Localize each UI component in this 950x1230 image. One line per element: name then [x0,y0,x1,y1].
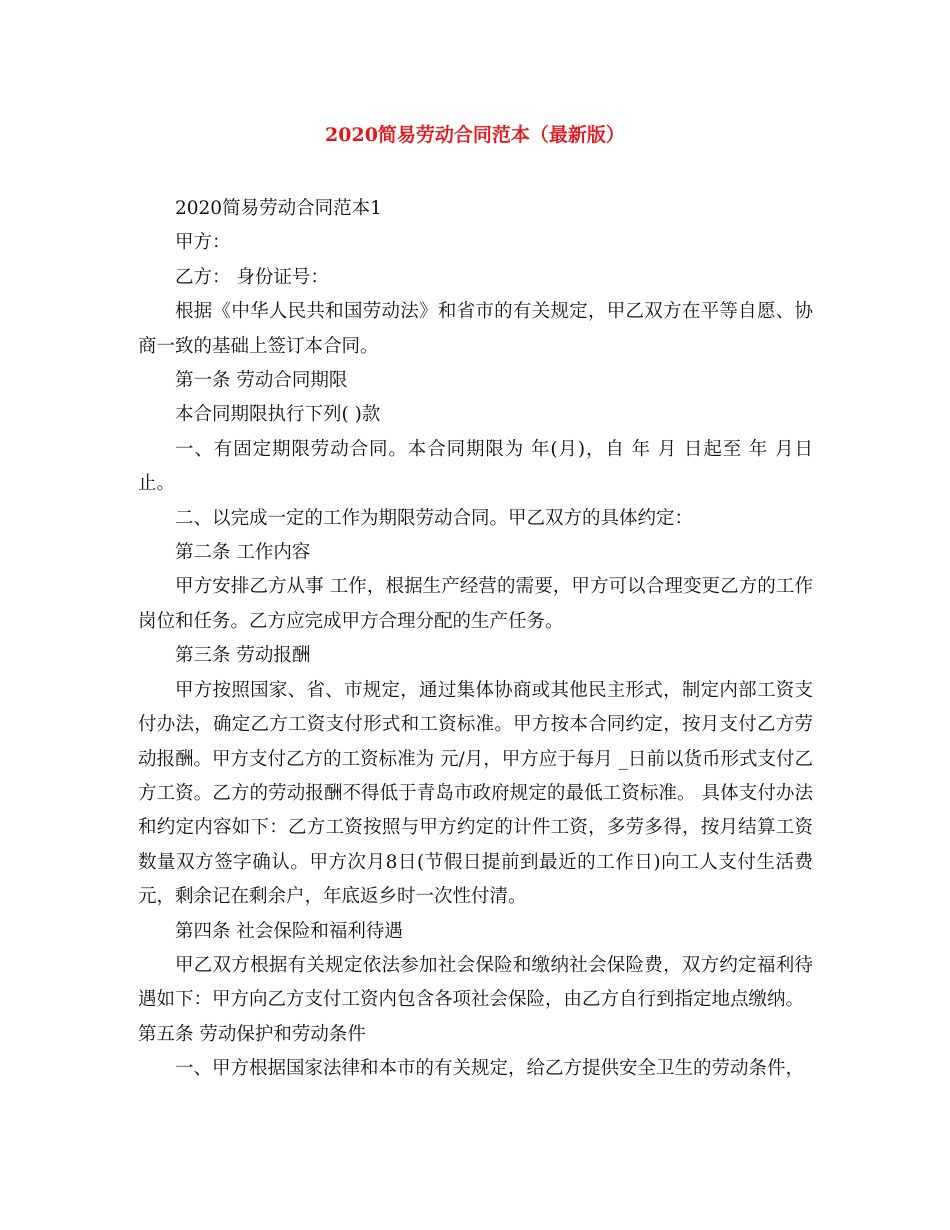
party-b-line: 乙方： 身份证号： [175,266,329,288]
article-2-paragraph: 甲方安排乙方从事 工作，根据生产经营的需要，甲方可以合理变更乙方的工作岗位和任务。乙方应完成甲方合理分配的生产任务。 [138,576,813,632]
article-5-heading: 第五条 劳动保护和劳动条件 [138,1023,366,1045]
article-2-heading: 第二条 工作内容 [175,542,311,564]
article-1-paragraph: 本合同期限执行下列( )款 [175,404,381,426]
party-a-line: 甲方： [175,232,231,254]
document-title: 2020简易劳动合同范本（最新版） [325,124,625,146]
preamble-paragraph: 根据《中华人民共和国劳动法》和省市的有关规定，甲乙双方在平等自愿、协商一致的基础上签订本合同。 [138,301,813,357]
article-1-clause-2: 二、以完成一定的工作为期限劳动合同。甲乙双方的具体约定： [175,507,694,529]
article-1-heading: 第一条 劳动合同期限 [175,370,348,392]
article-3-heading: 第三条 劳动报酬 [175,645,311,667]
article-4-paragraph: 甲乙双方根据有关规定依法参加社会保险和缴纳社会保险费，双方约定福利待遇如下：甲方向乙方支付工资内包含各项社会保险，由乙方自行到指定地点缴纳。 [138,954,813,1011]
article-4-heading: 第四条 社会保险和福利待遇 [175,920,403,942]
document-body [138,192,813,1087]
contract-subtitle: 2020简易劳动合同范本1 [175,198,382,219]
article-1-clause-1: 一、有固定期限劳动合同。本合同期限为 年(月)，自 年 月 日起至 年 月日止。 [138,438,813,495]
article-3-paragraph: 甲方按照国家、省、市规定，通过集体协商或其他民主形式，制定内部工资支付办法，确定乙方工资支付形式和工资标准。甲方按本合同约定，按月支付乙方劳动报酬。甲方支付乙方的工资标准为 元/月，甲方应于每月 _日前以货币形式支付乙方工资。乙方的劳动报酬不得低于青岛市政府规定的最低工资标准。 具体支付办法和约定内容如下：乙方工资按照与甲方约定的计件工资，多劳多得，按月结算工资数量双方签字确认。甲方次月8日(节假日提前到最近的工作日)向工人支付生活费 元，剩余记在剩余户，年底返乡时一次性付清。 [138,679,813,908]
article-5-clause-1: 一、甲方根据国家法律和本市的有关规定，给乙方提供安全卫生的劳动条件， [175,1058,805,1080]
